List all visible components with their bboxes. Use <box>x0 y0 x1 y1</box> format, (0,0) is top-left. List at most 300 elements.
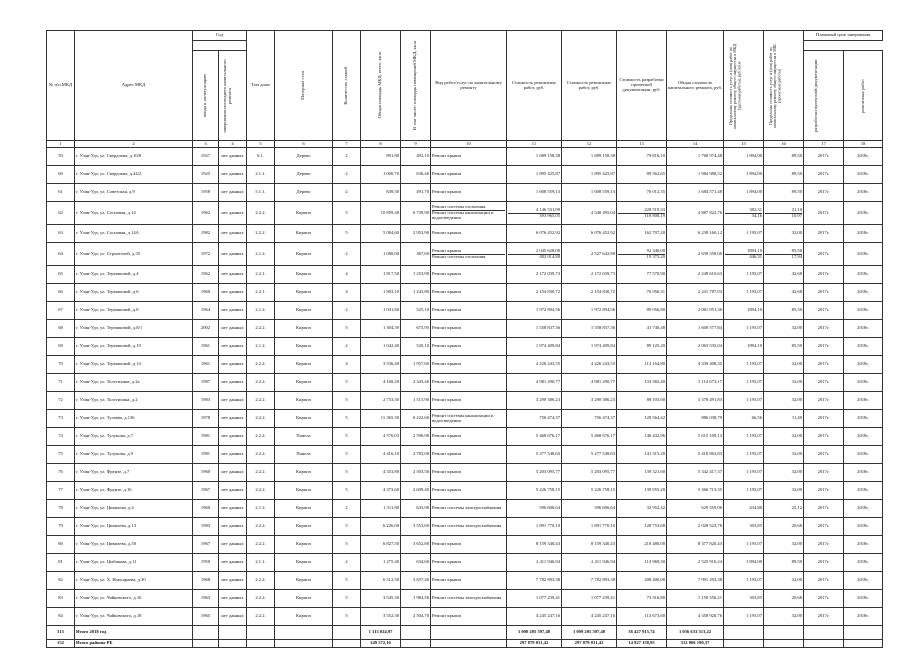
column-number: 10 <box>431 141 507 148</box>
row-cost-works <box>507 518 562 536</box>
row-wall-material: Панель <box>275 446 333 464</box>
header-planned: Плановый срок завершения <box>804 31 883 41</box>
row-cost-works <box>507 243 562 266</box>
row-work-type-line: Ремонт системы отопления <box>432 254 505 260</box>
row-cost-works-line: 4 146 531,99 <box>535 206 561 212</box>
row-limit-unit-2-line: 85,50 <box>791 307 803 313</box>
row-limit-unit <box>724 166 764 184</box>
row-year-commission: 1965 <box>193 608 219 626</box>
row-work-type-line: Ремонт крыши <box>432 397 461 403</box>
header-design-dev: разработки проектной документации <box>804 51 844 141</box>
row-design-deadline: 2017г. <box>804 608 844 626</box>
row-cost-works <box>507 284 562 302</box>
total-cost-design: 14 927 158,95 <box>617 640 667 648</box>
header-year-commission: ввода в эксплуатацию <box>193 51 219 141</box>
row-work-type <box>431 148 507 166</box>
row-house-type: 2.2.2. <box>247 225 275 243</box>
row-work-type <box>431 482 507 500</box>
row-cost-works-line: 596 606,64 <box>539 505 561 511</box>
row-year-commission: 1958 <box>193 184 219 202</box>
row-res-area: 2 783,00 <box>401 446 431 464</box>
row-floors: 4 <box>333 284 361 302</box>
row-total-area: 4 416,10 <box>361 446 401 464</box>
table-row <box>47 590 883 608</box>
capital-repair-table <box>46 30 883 648</box>
header-total-area: Общая площадь МКД, всего, кв.м <box>361 31 401 141</box>
row-cost-design <box>617 202 667 225</box>
row-total-cost: 6 239 160,12 <box>667 225 724 243</box>
row-design-deadline: 2017г. <box>804 536 844 554</box>
row-total-area: 1 042,40 <box>361 338 401 356</box>
row-floors: 5 <box>333 392 361 410</box>
row-house-type: 2.1.2. <box>247 243 275 266</box>
row-design-deadline: 2017г. <box>804 554 844 572</box>
row-limit-unit-2 <box>764 464 804 482</box>
row-design-deadline: 2017г. <box>804 302 844 320</box>
header-limit-unit-2: Предельная стоимость услуг и (или) работ по капитальному ремонту общего имущества в МКС (проектные работы) <box>764 31 804 141</box>
row-year-overhaul: нет данных <box>219 446 247 464</box>
row-work-type <box>431 428 507 446</box>
row-address: г. Улан-Удэ, ул. Терешковой, д.4 <box>75 266 193 284</box>
row-wall-material: Кирпич <box>275 554 333 572</box>
row-cost-design-line: 77 570,90 <box>646 271 666 277</box>
row-cost-design <box>617 225 667 243</box>
row-number: 68 <box>47 320 75 338</box>
row-number: 64 <box>47 243 75 266</box>
row-year-commission: 1983 <box>193 392 219 410</box>
table-row <box>47 500 883 518</box>
row-limit-unit-2 <box>764 572 804 590</box>
row-floors: 5 <box>333 320 361 338</box>
row-work-type-line: Ремонт крыши <box>432 541 461 547</box>
row-limit-unit-2 <box>764 428 804 446</box>
row-cost-design <box>617 148 667 166</box>
row-year-overhaul: нет данных <box>219 284 247 302</box>
row-floors: 5 <box>333 446 361 464</box>
row-house-type: 2.2.2. <box>247 608 275 626</box>
table-row <box>47 148 883 166</box>
row-work-type-line: Ремонт крыши <box>432 487 461 493</box>
row-house-type: 2.2.2. <box>247 446 275 464</box>
row-limit-unit-2 <box>764 148 804 166</box>
row-total-cost: 4 358 920,76 <box>667 608 724 626</box>
row-year-overhaul: нет данных <box>219 243 247 266</box>
table-row <box>47 518 883 536</box>
row-number: 62 <box>47 202 75 225</box>
row-limit-unit-2 <box>764 284 804 302</box>
row-limit-unit-line: 1 195,07 <box>745 487 763 493</box>
row-cost-works-line: 6 076 452,92 <box>535 230 561 236</box>
row-work-type-line: Ремонт крыши <box>432 153 461 159</box>
row-cost-works-total: 1 974 409,84 <box>562 338 617 356</box>
row-wall-material: Кирпич <box>275 482 333 500</box>
row-year-commission: 1961 <box>193 356 219 374</box>
row-cost-design-line: 92 340,00 <box>646 247 666 253</box>
header-address: Адрес МКД <box>75 31 193 141</box>
row-house-type: 2.2.2. <box>247 536 275 554</box>
row-year-commission: 1987 <box>193 374 219 392</box>
row-cost-works-line: 2 411 946,94 <box>536 559 561 565</box>
row-limit-unit <box>724 572 764 590</box>
row-limit-unit <box>724 392 764 410</box>
row-year-overhaul: нет данных <box>219 266 247 284</box>
row-address: г. Улан-Удэ, ул. Терешковой, д.10 <box>75 338 193 356</box>
row-cost-design <box>617 338 667 356</box>
header-cost-works: Стоимость ремонтных работ, руб. <box>507 31 562 141</box>
row-cost-design-line: 76 956,31 <box>646 289 666 295</box>
row-year-overhaul: нет данных <box>219 148 247 166</box>
row-cost-design-line: 208 400,00 <box>644 577 666 583</box>
row-total-cost: 5 615 109,13 <box>667 428 724 446</box>
row-address: г. Улан-Удэ, ул. Свердлова, д.10/8 <box>75 148 193 166</box>
row-address: г. Улан-Удэ, ул. Толстихина, д.2а <box>75 374 193 392</box>
row-res-area: 3 553,60 <box>401 518 431 536</box>
row-limit-unit-2-line: 32,00 <box>791 230 803 236</box>
total-cost-works-2: 1 009 205 597,48 <box>562 626 617 640</box>
row-floors: 5 <box>333 428 361 446</box>
row-wall-material: Панель <box>275 428 333 446</box>
row-limit-unit <box>724 464 764 482</box>
row-limit-unit <box>724 266 764 284</box>
row-total-cost: 3 378 491,83 <box>667 392 724 410</box>
row-cost-works-total: 1 972 894,56 <box>562 302 617 320</box>
row-house-type: 2.2.2. <box>247 392 275 410</box>
row-res-area: 675,95 <box>401 320 431 338</box>
row-total-cost: 5 114 673,17 <box>667 374 724 392</box>
row-floors: 5 <box>333 374 361 392</box>
row-limit-unit-line: 1 894,00 <box>745 171 763 177</box>
row-year-commission: 1925 <box>193 166 219 184</box>
row-year-commission: 1962 <box>193 202 219 225</box>
row-limit-unit-line: 1 195,07 <box>745 433 763 439</box>
row-work-type-line: Ремонт крыши <box>432 325 461 331</box>
row-limit-unit-2 <box>764 225 804 243</box>
row-work-type-line: Ремонт системы канализации и водоотведения <box>432 412 494 423</box>
total-cost-works: 1 000 205 597,48 <box>507 626 562 640</box>
row-work-type <box>431 608 507 626</box>
row-year-commission: 1981 <box>193 428 219 446</box>
row-design-deadline: 2017г. <box>804 572 844 590</box>
row-cost-design-line: 129 564,42 <box>644 415 666 421</box>
row-work-type <box>431 572 507 590</box>
table-row <box>47 338 883 356</box>
row-limit-unit-line: 303,85 <box>749 523 763 529</box>
row-cost-works-line: 8 159 340,43 <box>535 541 561 547</box>
row-works-deadline: 2018г. <box>844 374 883 392</box>
row-limit-unit-line: 1894,10 <box>747 343 763 349</box>
table-row <box>47 284 883 302</box>
row-limit-unit-line: 1 195,07 <box>745 289 763 295</box>
row-total-cost: 1 684 571,48 <box>667 184 724 202</box>
row-works-deadline: 2018г. <box>844 590 883 608</box>
column-number: 5 <box>247 141 275 148</box>
row-number: 67 <box>47 302 75 320</box>
row-year-overhaul: нет данных <box>219 356 247 374</box>
header-year-overhaul: завершения последнего капитального ремонта <box>219 51 247 141</box>
row-res-area: 1 243,80 <box>401 284 431 302</box>
row-floors: 5 <box>333 536 361 554</box>
row-cost-works-line: 1 974 409,84 <box>535 343 561 349</box>
row-cost-works-line: 5 468 676,17 <box>535 433 561 439</box>
row-cost-design <box>617 446 667 464</box>
row-cost-works <box>507 482 562 500</box>
row-total-area: 4 373,60 <box>361 482 401 500</box>
row-house-type: 2.2.1. <box>247 266 275 284</box>
row-limit-unit-2 <box>764 392 804 410</box>
row-number: 71 <box>47 374 75 392</box>
row-limit-unit <box>724 320 764 338</box>
row-total-cost: 4 339 408,35 <box>667 356 724 374</box>
row-total-cost: 8 377 820,43 <box>667 536 724 554</box>
row-cost-works-total: 1 891 770,10 <box>562 518 617 536</box>
row-work-type <box>431 225 507 243</box>
row-limit-unit-2-line: 20,68 <box>791 595 803 601</box>
row-cost-design <box>617 243 667 266</box>
row-total-area: 4 168,20 <box>361 374 401 392</box>
row-year-commission: 1964 <box>193 302 219 320</box>
row-res-area: 492,10 <box>401 148 431 166</box>
row-res-area: 2 609,40 <box>401 482 431 500</box>
row-works-deadline: 2018г. <box>844 572 883 590</box>
row-design-deadline: 2017г. <box>804 410 844 428</box>
total-empty <box>431 640 507 648</box>
total-row <box>47 626 883 640</box>
total-empty <box>219 626 247 640</box>
row-floors: 2 <box>333 554 361 572</box>
row-cost-design <box>617 320 667 338</box>
row-total-cost: 1 768 974,48 <box>667 148 724 166</box>
row-cost-works-line: 4 245 247,16 <box>535 613 561 619</box>
row-design-deadline: 2017г. <box>804 184 844 202</box>
row-design-deadline: 2017г. <box>804 356 844 374</box>
row-year-overhaul: нет данных <box>219 320 247 338</box>
row-number: 84 <box>47 608 75 626</box>
row-cost-works-line: 1 972 894,56 <box>535 307 561 313</box>
row-limit-unit <box>724 428 764 446</box>
row-works-deadline: 2018г. <box>844 464 883 482</box>
row-limit-unit <box>724 608 764 626</box>
row-works-deadline: 2018г. <box>844 266 883 284</box>
row-works-deadline: 2018г. <box>844 302 883 320</box>
row-year-overhaul: нет данных <box>219 410 247 428</box>
column-number: 13 <box>617 141 667 148</box>
row-works-deadline: 2018г. <box>844 225 883 243</box>
row-limit-unit <box>724 536 764 554</box>
row-limit-unit-2-line: 32,00 <box>791 469 803 475</box>
row-design-deadline: 2017г. <box>804 225 844 243</box>
row-limit-unit <box>724 410 764 428</box>
row-cost-works <box>507 374 562 392</box>
column-number: 12 <box>562 141 617 148</box>
row-limit-unit-2 <box>764 302 804 320</box>
header-wall-material: Материал стен <box>275 31 333 141</box>
row-limit-unit-line: 434,80 <box>749 505 763 511</box>
total-label: Итого 2018 год <box>75 626 193 640</box>
row-cost-works-total: 2 172 039,73 <box>562 266 617 284</box>
row-house-type: 2.2.2. <box>247 202 275 225</box>
row-design-deadline: 2017г. <box>804 338 844 356</box>
row-cost-works-total: 6 076 452,92 <box>562 225 617 243</box>
header-cost-design: Стоимость разработки проектной документации, руб. <box>617 31 667 141</box>
row-year-commission: 1967 <box>193 536 219 554</box>
row-limit-unit <box>724 284 764 302</box>
row-cost-works <box>507 446 562 464</box>
row-works-deadline: 2018г. <box>844 428 883 446</box>
row-total-cost: 2 061 951,36 <box>667 302 724 320</box>
column-number: 8 <box>361 141 401 148</box>
column-numbers-row <box>47 141 883 148</box>
row-design-deadline: 2017г. <box>804 284 844 302</box>
row-cost-design-line: 133 382,40 <box>644 379 666 385</box>
row-limit-unit <box>724 482 764 500</box>
row-cost-design <box>617 410 667 428</box>
row-work-type-line: Ремонт крыши <box>432 469 461 475</box>
row-limit-unit-2-line: 32,00 <box>791 361 803 367</box>
total-empty <box>804 640 844 648</box>
row-cost-works-total: 1 608 559,13 <box>562 184 617 202</box>
row-work-type-line: Ремонт крыши <box>432 343 461 349</box>
row-year-overhaul: нет данных <box>219 166 247 184</box>
row-total-cost: 2 525 916,24 <box>667 554 724 572</box>
row-house-type: 2.2.2. <box>247 374 275 392</box>
row-work-type <box>431 266 507 284</box>
row-cost-design <box>617 608 667 626</box>
row-res-area: 2 596,90 <box>401 428 431 446</box>
row-cost-works-line: 393 965,05 <box>508 213 560 219</box>
row-year-overhaul: нет данных <box>219 338 247 356</box>
row-limit-unit-2-line: 42,68 <box>791 271 803 277</box>
row-work-type <box>431 554 507 572</box>
row-number: 81 <box>47 554 75 572</box>
row-limit-unit-2-line: 10,97 <box>765 213 802 219</box>
row-wall-material: Кирпич <box>275 320 333 338</box>
row-work-type-line: Ремонт крыши <box>432 247 461 253</box>
row-cost-works-line: 1 895 425,87 <box>535 171 561 177</box>
row-cost-works-line: 4 226 243,55 <box>535 361 561 367</box>
row-limit-unit-2-line: 89,50 <box>791 559 803 565</box>
row-cost-design-line: 113 969,30 <box>644 559 666 565</box>
row-wall-material: Кирпич <box>275 338 333 356</box>
row-number: 61 <box>47 184 75 202</box>
row-design-deadline: 2017г. <box>804 148 844 166</box>
total-empty <box>275 626 333 640</box>
row-limit-unit-line: 34,16 <box>725 213 762 219</box>
row-house-type: 2.2.2. <box>247 590 275 608</box>
column-number: 1 <box>47 141 75 148</box>
total-empty <box>764 626 804 640</box>
row-cost-works <box>507 148 562 166</box>
row-address: г. Улан-Удэ, ул. Сосновая, д.14А <box>75 225 193 243</box>
row-number: 74 <box>47 428 75 446</box>
row-limit-unit-2-line: 89,50 <box>791 171 803 177</box>
row-design-deadline: 2017г. <box>804 392 844 410</box>
total-number: 152 <box>47 640 75 648</box>
row-cost-works-line: 2 154 830,72 <box>535 289 561 295</box>
row-wall-material: Кирпич <box>275 518 333 536</box>
total-area: 1 113 024,97 <box>361 626 401 640</box>
row-house-type: 2.2.2. <box>247 356 275 374</box>
total-empty <box>724 640 764 648</box>
row-limit-unit <box>724 500 764 518</box>
row-cost-works <box>507 166 562 184</box>
row-total-area: 6 827,50 <box>361 536 401 554</box>
row-total-area: 891,80 <box>361 148 401 166</box>
total-empty <box>844 640 883 648</box>
row-limit-unit-2-line: 42,68 <box>791 289 803 295</box>
row-limit-unit-2 <box>764 608 804 626</box>
row-res-area: 3 837,40 <box>401 572 431 590</box>
row-house-type: 2.2.2. <box>247 410 275 428</box>
row-total-cost: 2 231 787,03 <box>667 284 724 302</box>
table-header <box>47 31 883 148</box>
header-floors: Количество этажей <box>333 31 361 141</box>
row-house-type: 2.2.2. <box>247 518 275 536</box>
row-cost-design-line: 128 753,68 <box>644 523 666 529</box>
row-limit-unit-line: 1 195,07 <box>745 361 763 367</box>
column-number: 14 <box>667 141 724 148</box>
row-wall-material: Кирпич <box>275 608 333 626</box>
table-row <box>47 266 883 284</box>
row-cost-design <box>617 266 667 284</box>
header-house-type: Тип дома <box>247 31 275 141</box>
row-cost-design <box>617 284 667 302</box>
row-limit-unit-2-line: 32,00 <box>791 325 803 331</box>
row-limit-unit-2-line: 85,50 <box>791 247 803 253</box>
row-work-type <box>431 536 507 554</box>
column-number: 2 <box>75 141 193 148</box>
total-label: Итого районы РБ <box>75 640 193 648</box>
total-empty <box>275 640 333 648</box>
row-number: 79 <box>47 518 75 536</box>
row-cost-works <box>507 554 562 572</box>
row-year-commission: 1972 <box>193 243 219 266</box>
total-cost-works-2: 297 879 031,42 <box>562 640 617 648</box>
row-cost-works-total: 4 981 290,77 <box>562 374 617 392</box>
row-work-type <box>431 166 507 184</box>
row-house-type: 2.1.2. <box>247 338 275 356</box>
row-limit-unit-2 <box>764 590 804 608</box>
row-limit-unit-2-line: 32,00 <box>791 433 803 439</box>
row-work-type <box>431 302 507 320</box>
row-address: г. Улан-Удэ, ул. Х. Намсараева, д.30 <box>75 572 193 590</box>
row-res-area: 636,40 <box>401 166 431 184</box>
row-limit-unit-line: 1 894,00 <box>745 189 763 195</box>
row-limit-unit <box>724 338 764 356</box>
row-cost-design-line: 88 105,60 <box>646 397 666 403</box>
row-works-deadline: 2018г. <box>844 536 883 554</box>
row-wall-material: Кирпич <box>275 374 333 392</box>
table-row <box>47 225 883 243</box>
total-empty <box>431 626 507 640</box>
row-limit-unit-line: 1 195,07 <box>745 397 763 403</box>
row-cost-works <box>507 266 562 284</box>
table-row <box>47 410 883 428</box>
row-number: 80 <box>47 536 75 554</box>
row-total-area: 3 536,40 <box>361 356 401 374</box>
row-cost-works-line: 5 226 758,15 <box>535 487 561 493</box>
row-res-area: 491,70 <box>401 184 431 202</box>
row-total-area: 11 365,30 <box>361 410 401 428</box>
total-row <box>47 640 883 648</box>
row-floors: 5 <box>333 572 361 590</box>
row-works-deadline: 2018г. <box>844 148 883 166</box>
row-house-type: 2.2.2. <box>247 464 275 482</box>
row-work-type-line: Ремонт крыши <box>432 613 461 619</box>
row-cost-design <box>617 374 667 392</box>
row-number: 63 <box>47 225 75 243</box>
row-cost-design-line: 228 519,33 <box>644 206 666 212</box>
header-total-cost: Общая стоимость капитального ремонта, руб. <box>667 31 724 141</box>
